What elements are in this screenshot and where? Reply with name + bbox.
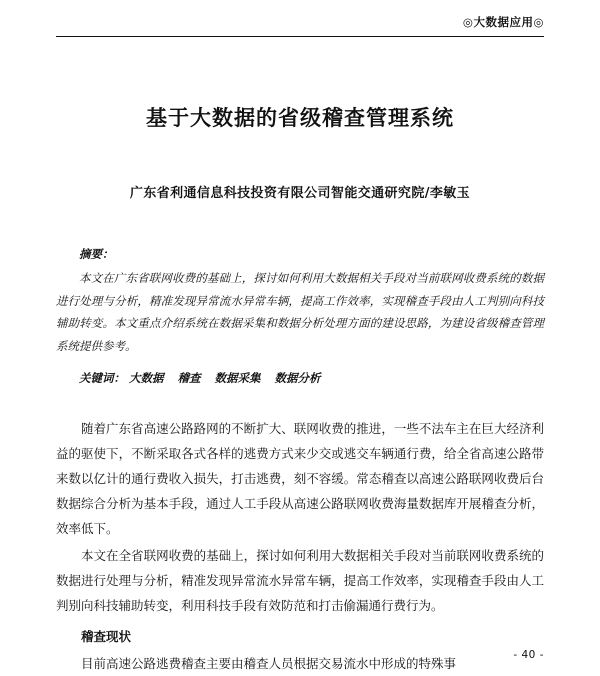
keywords-label: 关键词： <box>79 371 125 386</box>
section-heading: 稽查现状 <box>81 628 132 644</box>
header-rule <box>56 36 544 37</box>
section-paragraph: 目前高速公路逃费稽查主要由稽查人员根据交易流水中形成的特殊事 <box>81 655 457 671</box>
abstract-label: 摘要： <box>79 247 114 261</box>
article-body <box>56 416 544 676</box>
body-paragraph: 随着广东省高速公路路网的不断扩大、联网收费的推进，一些不法车主在巨大经济利益的驱使下，不断采取各式各样的逃费方式来少交或逃交车辆通行费，给全省高速公路带来数以亿计的通行费收入损失，打击逃费，刻不容缓。常态稽查以高速公路联网收费后台数据综合分析为基本手段，通过人工手段从高速公路联网收费海量数据库开展稽查分析，效率低下。 <box>56 420 544 536</box>
article-authors: 广东省利通信息科技投资有限公司智能交通研究院/李敏玉 <box>129 186 471 201</box>
keyword-item: 数据分析 <box>274 371 321 386</box>
article-title: 基于大数据的省级稽查管理系统 <box>146 106 454 130</box>
keywords-line <box>56 367 544 389</box>
keyword-item: 稽查 <box>177 371 201 386</box>
page-number: - 40 - <box>513 649 544 661</box>
abstract-block <box>56 243 544 390</box>
keyword-item: 大数据 <box>129 371 164 386</box>
keyword-item: 数据采集 <box>214 371 261 386</box>
body-paragraph: 本文在全省联网收费的基础上，探讨如何利用大数据相关手段对当前联网收费系统的数据进行处理与分析，精准发现异常流水异常车辆，提高工作效率，实现稽查手段由人工判别向科技辅助转变，利用科技手段有效防范和打击偷漏通行费行为。 <box>56 547 544 613</box>
page-header <box>56 0 544 40</box>
running-head: ◎大数据应用◎ <box>462 15 544 29</box>
header-rule-accent <box>56 36 102 37</box>
abstract-text: 本文在广东省联网收费的基础上，探讨如何利用大数据相关手段对当前联网收费系统的数据进行处理与分析，精准发现异常流水异常车辆，提高工作效率，实现稽查手段由人工判别向科技辅助转变。本文重点介绍系统在数据采集和数据分析处理方面的建设思路，为建设省级稽查管理系统提供参考。 <box>56 271 544 353</box>
